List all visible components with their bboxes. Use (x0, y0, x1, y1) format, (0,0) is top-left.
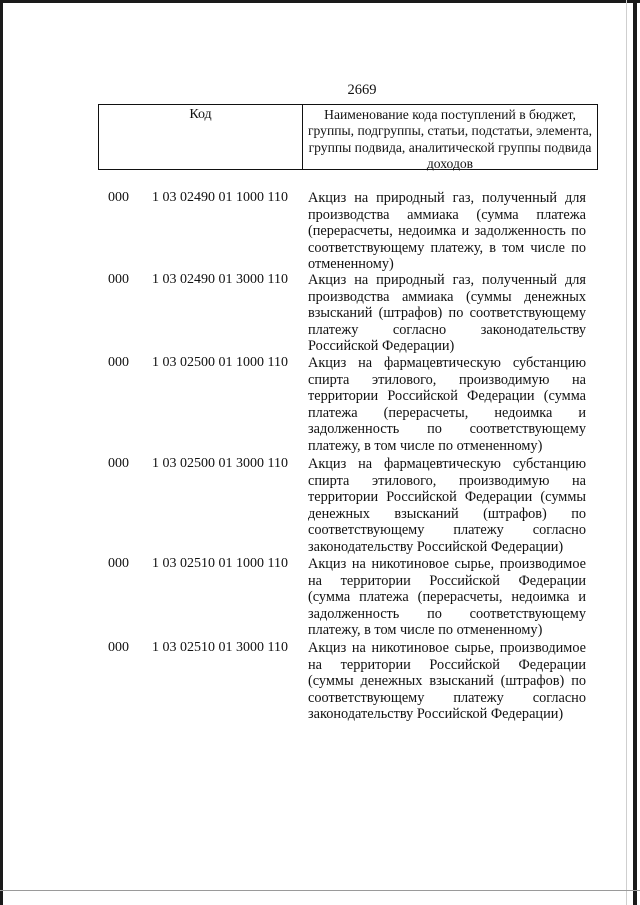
scan-border-right (633, 0, 637, 905)
row-revenue-code: 1 03 02500 01 3000 110 (152, 456, 288, 471)
row-admin-code: 000 (108, 640, 129, 655)
row-description: Акциз на никотиновое сырье, производимое на территории Российской Федерации (суммы денежных взысканий (штрафов) по соответствующему платежу согласно законодательству Российской Федерации) (308, 640, 586, 723)
row-revenue-code: 1 03 02490 01 1000 110 (152, 190, 288, 205)
row-description: Акциз на природный газ, полученный для производства аммиака (сумма платежа (перерасчеты, недоимка и задолженность по соответствующему платежу, в том числе по отмененному) (308, 190, 586, 273)
row-description: Акциз на фармацевтическую субстанцию спирта этилового, производимую на территории Российской Федерации (суммы денежных взысканий (штрафов) по соответствующему платежу согласно законодательству Российской Федерации) (308, 456, 586, 555)
table-header (98, 104, 598, 170)
row-admin-code: 000 (108, 556, 129, 571)
row-revenue-code: 1 03 02510 01 1000 110 (152, 556, 288, 571)
header-code: Код (189, 107, 212, 122)
header-divider (302, 105, 303, 169)
row-revenue-code: 1 03 02510 01 3000 110 (152, 640, 288, 655)
row-revenue-code: 1 03 02500 01 1000 110 (152, 355, 288, 370)
row-admin-code: 000 (108, 456, 129, 471)
row-admin-code: 000 (108, 355, 129, 370)
row-description: Акциз на природный газ, полученный для производства аммиака (суммы денежных взысканий (штрафов) по соответствующему платежу согласно законодательству Российской Федерации) (308, 272, 586, 355)
row-description: Акциз на фармацевтическую субстанцию спирта этилового, производимую на территории Российской Федерации (сумма платежа (перерасчеты, недоимка и задолженность по соответствующему платежу, в том числе по отмененному) (308, 355, 586, 454)
row-admin-code: 000 (108, 272, 129, 287)
scan-shadow-right (626, 0, 627, 905)
page-number: 2669 (347, 82, 377, 98)
scan-border-left (0, 0, 3, 905)
row-description: Акциз на никотиновое сырье, производимое на территории Российской Федерации (сумма платежа (перерасчеты, недоимка и задолженность по соответствующему платежу, в том числе по отмененному) (308, 556, 586, 639)
scan-border-top (0, 0, 640, 3)
row-revenue-code: 1 03 02490 01 3000 110 (152, 272, 288, 287)
row-admin-code: 000 (108, 190, 129, 205)
header-name: Наименование кода поступлений в бюджет, группы, подгруппы, статьи, подстатьи, элемента, группы подвида, аналитической группы подвида доходов (307, 107, 593, 171)
scan-border-bottom (0, 890, 640, 891)
